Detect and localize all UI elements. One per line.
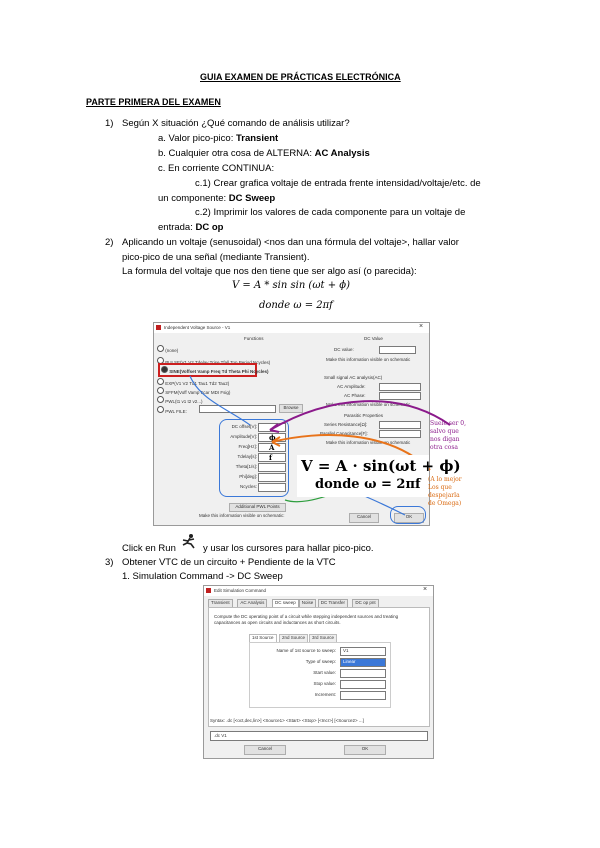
section-title: PARTE PRIMERA DEL EXAMEN bbox=[86, 97, 221, 107]
source-tab[interactable]: 2nd Source bbox=[279, 634, 308, 642]
tab-transient[interactable]: Transient bbox=[208, 599, 233, 607]
ac-phase-label: AC Phase: bbox=[344, 393, 366, 398]
orange-annotation: (A lo mejor Los que despejarla de Omega) bbox=[428, 476, 462, 507]
make-visible-ac: Make this information visible on schematic bbox=[326, 402, 411, 407]
radio-none[interactable]: (none) bbox=[157, 345, 178, 354]
run-text-after: y usar los cursores para hallar pico-pico. bbox=[203, 543, 374, 554]
sweep-field-label: Type of sweep: bbox=[305, 659, 336, 664]
param-label: DC offset[V]: bbox=[231, 424, 257, 429]
sweep-field-input[interactable] bbox=[340, 680, 386, 689]
tab-dc-op-pnt[interactable]: DC op pnt bbox=[352, 599, 378, 607]
sweep-field-label: Start value: bbox=[313, 670, 336, 675]
radio-sffm[interactable]: SFFM(Voff Vamp Fcar MDI Fsig) bbox=[157, 387, 230, 396]
q2-line2: pico-pico de una señal (mediante Transient). bbox=[122, 252, 310, 263]
make-visible-parasitic: Make this information visible on schematic bbox=[326, 440, 411, 445]
ok-button[interactable]: OK bbox=[394, 513, 424, 523]
q1-number: 1) bbox=[105, 118, 114, 129]
cancel-button-2[interactable]: Cancel bbox=[244, 745, 286, 755]
source-tab[interactable]: 3rd Source bbox=[309, 634, 337, 642]
series-res-label: Series Resistance[Ω]: bbox=[324, 422, 368, 427]
sweep-field-label: Increment: bbox=[314, 692, 336, 697]
cancel-button[interactable]: Cancel bbox=[349, 513, 379, 523]
parasitic-label: Parasitic Properties bbox=[344, 413, 384, 418]
q1-c1-line2: un componente: DC Sweep bbox=[158, 193, 276, 204]
browse-button[interactable]: Browse bbox=[279, 404, 303, 413]
q3-line2: 1. Simulation Command -> DC Sweep bbox=[122, 571, 283, 582]
command-input[interactable] bbox=[210, 731, 428, 741]
sweep-field-input[interactable] bbox=[340, 691, 386, 700]
tab-dc-sweep[interactable]: DC sweep bbox=[272, 599, 299, 607]
command-text: .dc V1 bbox=[214, 733, 227, 738]
make-visible-top: Make this information visible on schematic bbox=[326, 357, 411, 362]
syntax-line: Syntax: .dc [<oct,dec,lin>] <Source1> <Start> <Stop> [<Incr>] [<Source2> ...] bbox=[210, 718, 364, 723]
omega-formula: donde ω = 2πf bbox=[259, 300, 333, 311]
radio-sine[interactable]: SINE(Voffset Vamp Freq Td Theta Phi Ncycles) bbox=[161, 366, 268, 375]
big-formula-omega: donde ω = 2πf bbox=[315, 477, 421, 492]
param-label: Amplitude[V]: bbox=[230, 434, 257, 439]
app-icon-2 bbox=[206, 588, 211, 593]
q1-c1-line1: c.1) Crear grafica voltaje de entrada frente intensidad/voltaje/etc. de bbox=[195, 178, 481, 189]
q2-line1: Aplicando un voltaje (senusoidal) <nos dan una fórmula del voltaje>, hallar valor bbox=[122, 237, 459, 248]
big-formula-voltage: V = A · sin(ωt + ϕ) bbox=[301, 457, 461, 475]
q3-number: 3) bbox=[105, 557, 114, 568]
run-icon bbox=[181, 533, 197, 549]
q1-c: c. En corriente CONTINUA: bbox=[158, 163, 275, 174]
q1-a: a. Valor pico-pico: Transient bbox=[158, 133, 279, 144]
make-visible-bottom: Make this information visible on schematic: bbox=[199, 513, 285, 518]
purple-arrow bbox=[270, 401, 450, 430]
q2-number: 2) bbox=[105, 237, 114, 248]
sweep-field-input[interactable] bbox=[340, 647, 386, 656]
sweep-field-label: Name of 1st source to sweep: bbox=[276, 648, 336, 653]
q1-b: b. Cualquier otra cosa de ALTERNA: AC Analysis bbox=[158, 148, 370, 159]
sweep-field-label: Stop value: bbox=[313, 681, 336, 686]
dc-value-label: DC Value bbox=[364, 336, 383, 341]
ac-amplitude-label: AC Amplitude: bbox=[337, 384, 366, 389]
q2-line3: La formula del voltaje que nos den tiene que ser algo así (o parecida): bbox=[122, 266, 417, 277]
small-signal-label: Small signal AC analysis(AC) bbox=[324, 375, 383, 380]
close-icon[interactable]: × bbox=[419, 323, 424, 330]
parallel-cap-label: Parallel Capacitance[F]: bbox=[320, 431, 368, 436]
param-symbol: A bbox=[269, 443, 275, 452]
ok-button-2[interactable]: OK bbox=[344, 745, 386, 755]
q1-c2-line1: c.2) Imprimir los valores de cada componente para un voltaje de bbox=[195, 207, 466, 218]
tab-ac-analysis[interactable]: AC Analysis bbox=[237, 599, 267, 607]
blue-arrow-sine bbox=[190, 376, 250, 425]
tab-noise[interactable]: Noise bbox=[299, 599, 317, 607]
dialog2-title: Edit Simulation Command bbox=[214, 588, 267, 593]
q1-text: Según X situación ¿Qué comando de análisis utilizar? bbox=[122, 118, 350, 129]
dc-sweep-description: Compute the DC operating point of a circuit while stepping independent sources and treating capacitances as open circuits and inductances as short circuits. bbox=[214, 614, 399, 625]
additional-pwl-button[interactable]: Additional PWL Points bbox=[229, 503, 286, 512]
run-text: Click en Run bbox=[122, 543, 176, 554]
simulation-command-dialog bbox=[203, 585, 434, 759]
radio-exp[interactable]: EXP(V1 V2 Td1 Tau1 Td2 Tau2) bbox=[157, 378, 229, 387]
dc-value-field-label: DC value: bbox=[334, 347, 354, 352]
param-symbol: ϕ bbox=[269, 433, 276, 442]
q1-c2-line2: entrada: DC op bbox=[158, 222, 224, 233]
close-icon-2[interactable]: × bbox=[423, 586, 428, 593]
q3-line1: Obtener VTC de un circuito + Pendiente de la VTC bbox=[122, 557, 336, 568]
param-label: Freq[Hz]: bbox=[238, 444, 257, 449]
radio-pulse[interactable]: PULSE(V1 V2 Tdelay Trise Tfall Ton Period Ncycles) bbox=[157, 357, 270, 366]
sweep-field-input[interactable] bbox=[340, 669, 386, 678]
source-tab[interactable]: 1st Source bbox=[249, 634, 277, 642]
page-title: GUIA EXAMEN DE PRÁCTICAS ELECTRÓNICA bbox=[200, 72, 401, 82]
dialog-title: Independent Voltage Source - V1 bbox=[164, 325, 231, 330]
param-label: Tdelay[s]: bbox=[237, 454, 257, 459]
param-label: Ncycles: bbox=[239, 484, 257, 489]
sweep-field-value: V1 bbox=[343, 648, 349, 653]
sweep-field-value: Linear bbox=[343, 659, 356, 664]
radio-pwl-file[interactable]: PWL FILE: bbox=[157, 406, 187, 415]
param-label: Phi[deg]: bbox=[239, 474, 257, 479]
tab-dc-transfer[interactable]: DC Transfer bbox=[318, 599, 348, 607]
sweep-field-input[interactable] bbox=[340, 658, 386, 667]
voltage-formula: V = A * sin sin (ωt + ϕ) bbox=[232, 280, 350, 291]
param-label: Theta[1/s]: bbox=[235, 464, 257, 469]
param-symbol: f bbox=[269, 453, 273, 462]
functions-label: Functions bbox=[244, 336, 264, 341]
radio-pwl[interactable]: PWL(t1 v1 t2 v2...) bbox=[157, 396, 203, 405]
purple-annotation: Suele ser 0, salvo que nos digan otra cosa bbox=[430, 420, 467, 451]
